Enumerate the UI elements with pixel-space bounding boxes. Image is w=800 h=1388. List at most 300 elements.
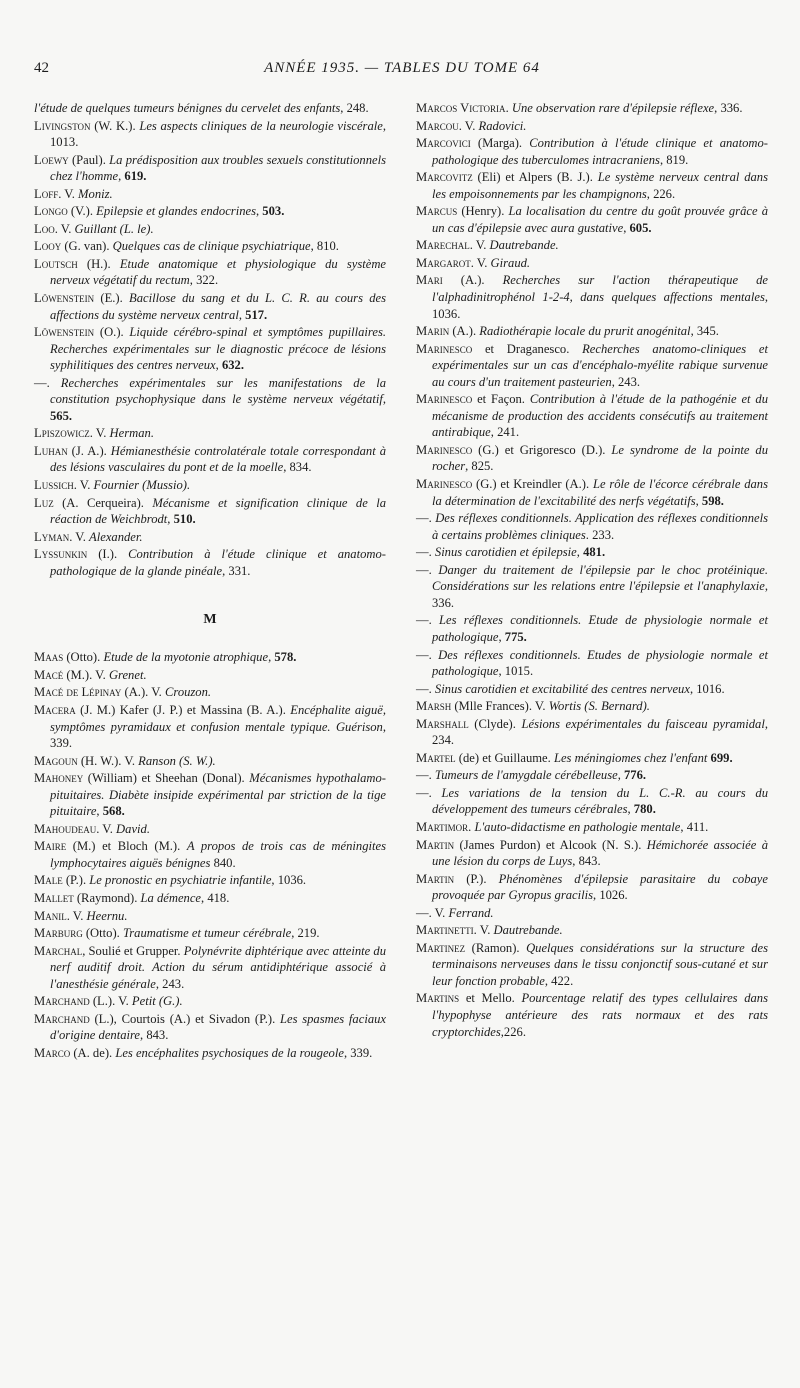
entry-title: A propos de trois cas de méningites lymphocytaires aiguës bénignes [50,839,386,870]
entry-text: —. [416,647,439,662]
entry-title: Recherches expérimentales sur les manifestations de la constitution psychophysique dans le système nerveux végétatif [50,375,387,407]
entry-text: (J. A.). [67,443,111,458]
entry-pages: , 243. [611,374,641,389]
entry-title: Des réflexes conditionnels. Etudes de physiologie normale et pathologique [432,647,769,679]
entry-text: (L.), Courtois (A.) et Sivadon (P.). [89,1011,280,1026]
index-entry [34,702,386,752]
entry-title: Ranson (S. W.). [138,753,216,768]
entry-title: l'étude de quelques tumeurs bénignes du cervelet des enfants [34,101,341,115]
entry-text: (Marga). [470,136,530,151]
entry-pages: , 819. [659,152,689,167]
entry-pages: , 322. [189,273,219,288]
entry-title: Lésions expérimentales du faisceau pyramidal [521,716,765,731]
entry-pages: , [118,169,125,184]
entry-title: La localisation du centre du goût prouvée grâce à un cas d'épilepsie avec aura gustative [432,204,768,235]
entry-text: (Otto). [63,650,104,665]
index-entry [416,135,768,168]
entry-title: Quelques cas de clinique psychiatrique [112,239,311,254]
index-entry [416,100,768,117]
index-entry [34,667,386,684]
entry-title: L'auto-didactisme en pathologie mentale [474,819,681,834]
entry-pages: , [268,650,275,665]
entry-title: Dautrebande. [489,238,559,253]
entry-title: Grenet. [108,667,147,682]
entry-page-bold: 503. [262,204,285,219]
entry-title: La prédisposition aux troubles sexuels constitutionnels chez l'homme [50,152,386,184]
entry-pages: , 339. [343,1045,373,1060]
entry-title: Guillant (L. le). [74,221,154,236]
author-name: Löwenstein [34,325,95,340]
entry-title: Le syndrome de la pointe du rocher [432,442,768,474]
author-name: Marsh [416,699,452,714]
index-entry [34,890,386,907]
index-entry [416,562,768,612]
section-letter-m: M [203,612,217,628]
index-entry [34,203,386,220]
author-name: Marechal [416,238,470,253]
author-name: Mahoudeau [34,821,97,836]
entry-pages: , [215,358,222,373]
author-name: Marcos Victoria [416,101,506,115]
entry-text: —. [416,785,442,800]
entry-title: Heernu. [86,908,128,923]
entry-text: (Raymond). [73,890,141,905]
author-name: Loewy [34,152,69,167]
index-entry [34,477,386,494]
entry-pages: , 1036. [271,873,307,888]
entry-text: (de) et Guillaume. [455,750,554,765]
author-name: Marin [416,324,450,339]
entry-page-bold: 775. [504,629,527,644]
entry-pages: 840. [210,855,236,870]
entry-pages: , 248. [340,101,369,115]
entry-text: . V. [458,118,479,133]
entry-text: . V. [469,238,490,253]
entry-text: (P.). [62,873,90,888]
author-name: Margarot [416,255,471,270]
entry-text: (A.). [449,324,480,339]
left-column [34,100,386,1062]
index-entry [34,495,386,528]
author-name: Maas [34,650,64,665]
entry-page-bold: 598. [701,493,724,508]
entry-pages: , [238,307,246,322]
entry-text: (Otto). [82,926,123,941]
entry-text: (A. Cerqueira). [53,495,153,510]
index-entry [34,546,386,579]
entry-title: Les variations de la tension du L. C.-R. au cours du développement des tumeurs cérébrales [432,785,768,817]
entry-text: (William) et Sheehan (Donal). [83,771,250,786]
entry-title: Les aspects cliniques de la neurologie viscérale [139,118,383,133]
entry-page-bold: 565. [50,408,73,423]
page-header [34,60,770,84]
entry-title: Etude de la myotonie atrophique [103,650,269,665]
author-name: Marshall [416,716,469,731]
author-name: Maire [34,839,67,854]
entry-text: (Ramon). [465,940,527,955]
index-entry [34,238,386,255]
left-entry-list-m [34,649,386,1061]
entry-pages: , [576,545,584,560]
entry-text: (W. K.). [90,118,140,133]
index-entry [416,837,768,870]
entry-text: (G.) et Kreindler (A.). [472,477,593,492]
entry-title: Le rôle de l'écorce cérébrale dans la détermination de l'excitabilité des nerfs végétatifs [432,477,768,508]
entry-title: Liquide cérébro-spinal et symptômes pupillaires. Recherches expérimentales sur le diagnostic précoce de lésions syphilitiques des centres nerveux [50,325,386,373]
entry-text: (J. M.) Kafer (J. P.) et Massina (B. A.). [75,702,291,717]
entry-text: . V. [470,255,491,270]
entry-text: (Clyde). [468,716,522,731]
entry-text: (A.). V. [121,685,165,700]
entry-pages: , 345. [690,324,719,339]
entry-pages: , [623,220,630,235]
entry-pages: , [382,392,386,407]
entry-pages: , 834. [283,460,312,475]
entry-title: Le système nerveux central dans les empoisonnements par les champignons [432,170,768,201]
entry-text: (Paul). [68,152,110,167]
entry-title: Radovici. [478,118,527,133]
page-number: 42 [34,60,49,76]
author-name: Marcus [416,204,458,219]
entry-title: Les spasmes faciaux d'origine dentaire [50,1011,387,1043]
index-entry [34,529,386,546]
entry-title: Sinus carotidien et épilepsie [434,545,577,560]
entry-title: Phénomènes d'épilepsie parasitaire du cobaye provoquée par Gyropus gracilis [432,871,768,903]
entry-title: Encéphalite aiguë, symptômes pyramidaux et confusion mentale typique. Guérison [50,702,386,734]
index-entry [34,993,386,1010]
index-entry [416,442,768,475]
entry-text: (V.). [67,204,97,219]
index-entry [416,612,768,645]
entry-pages: , 1013. [50,118,386,150]
entry-title: Mécanismes hypothalamo-pituitaires. Diabète insipide expérimental par striction de la tige pituitaire [50,771,386,819]
author-name: Marchand [34,994,90,1009]
entry-text: —. [416,545,435,560]
index-entry [416,341,768,391]
entry-pages: , 1015. [498,664,534,679]
entry-title: Les méningiomes chez l'enfant [553,750,708,765]
entry-title: Fournier (Mussio). [93,478,191,493]
entry-page-bold: 632. [221,358,244,373]
entry-page-bold: 776. [624,768,647,783]
author-name: Marinesco [416,442,473,457]
author-name: Martins [416,991,460,1006]
entry-text: (Henry). [457,204,509,219]
entry-text: . [468,819,475,834]
entry-pages: , 241. [490,425,520,440]
entry-title: Hémichorée associée à une lésion du corps de Luys [432,837,768,869]
index-entry [416,681,768,698]
entry-title: Ferrand. [448,905,494,920]
entry-title: Herman. [109,426,154,441]
entry-title: Wortis (S. Bernard). [548,699,650,714]
entry-pages: , 331. [222,563,251,578]
entry-pages: , [627,802,634,817]
entry-pages: , 810. [310,239,339,254]
entry-text: (H.). [77,256,120,271]
index-entry [34,872,386,889]
entry-text: —. [416,613,440,628]
entry-text: . V. [69,529,90,544]
entry-text: (P.). [454,871,499,886]
entry-text: et Mello. [459,991,522,1006]
index-entry [34,908,386,925]
author-name: Marburg [34,926,83,941]
entry-pages: ,226. [500,1024,526,1039]
entry-title: Quelques considérations sur la structure des terminaisons nerveuses dans le tissu conjonctif sous-cutané et sur leur fonction probable [432,940,768,988]
index-entry [34,221,386,238]
entry-text: . V. [96,821,117,836]
index-entry [416,819,768,836]
entry-page-bold: 568. [102,804,125,819]
index-entry [34,925,386,942]
entry-pages: , 336. [432,579,768,610]
entry-title: Moniz. [78,186,113,201]
entry-pages: , 418. [201,890,230,905]
entry-pages: , 422. [544,973,574,988]
entry-title: Dautrebande. [493,923,563,938]
entry-page-bold: 510. [173,512,196,527]
entry-title: Contribution à l'étude clinique et anatomo-pathologique de la glande pinéale [50,547,386,578]
author-name: Manil [34,908,67,923]
entry-title: Bacillose du sang et du L. C. R. au cours des affections du système nerveux central [50,291,386,322]
author-name: Loff [34,186,59,201]
left-entry-list [34,100,386,579]
entry-page-bold: 699. [710,750,733,765]
entry-page-bold: 619. [124,169,147,184]
entry-title: Epilepsie et glandes endocrines [96,204,256,219]
entry-text: (A.). [442,273,503,288]
entry-title: Tumeurs de l'amygdale cérébelleuse [434,768,618,783]
entry-pages: , 339. [50,719,386,751]
author-name: Luz [34,495,54,510]
index-entry [34,186,386,203]
author-name: Looy [34,239,62,254]
index-entry [34,375,386,425]
entry-pages: , 411. [680,819,709,834]
author-name: Livingston [34,118,91,133]
entry-title: Danger du traitement de l'épilepsie par le choc protéinique. Considérations sur les relations entre l'épilepsie et l'anaphylaxie [432,562,769,594]
author-name: Martel [416,750,456,765]
entry-text: . [505,101,512,115]
author-name: Lyman [34,529,70,544]
entry-text: . V. [58,186,79,201]
entry-text: —. [34,375,61,390]
author-name: Marchand [34,1011,90,1026]
index-entry [416,905,768,922]
right-column [416,100,768,1041]
index-entry [416,767,768,784]
index-entry [34,290,386,323]
author-name: Lpiszowicz [34,426,90,441]
entry-title: Petit (G.). [131,994,183,1009]
entry-title: Crouzon. [164,685,212,700]
index-entry [416,203,768,236]
entry-pages: , 234. [432,716,768,748]
author-name: Mahoney [34,771,84,786]
index-entry [416,255,768,272]
entry-pages: , 1016. [689,681,725,696]
index-entry [34,1045,386,1062]
index-entry [34,649,386,666]
entry-pages: , [498,629,505,644]
entry-pages: , 1026. [593,888,628,903]
index-entry [34,838,386,871]
author-name: Macé de Lépinay [34,685,122,700]
author-name: Martinetti [416,923,474,938]
index-entry [416,647,768,680]
entry-title: Contribution à l'étude clinique et anatomo-pathologique des tuberculomes intracraniens [432,136,768,167]
entry-title: Sinus carotidien et excitabilité des centres nerveux [434,681,690,696]
entry-title: Radiothérapie locale du prurit anogénital [479,324,691,339]
index-entry [416,922,768,939]
entry-page-bold: 517. [245,307,268,322]
entry-text: —. [416,562,439,577]
entry-title: Recherches anatomo-cliniques et expérimentales sur un cas d'encéphalo-myélite rabique survenue au cours d'un traitement pasteurien [432,341,768,389]
entry-pages: , 825. [465,459,494,474]
entry-pages: , 1036. [432,290,768,321]
index-entry [34,425,386,442]
index-entry [416,940,768,990]
entry-title: Hémianesthésie controlatérale totale correspondant à des lésions vasculaires du pont et de la moelle [50,443,386,475]
author-name: Loutsch [34,256,78,271]
entry-text: (G. van). [61,239,113,254]
entry-pages: , 226. [646,186,676,201]
author-name: Marinesco [416,341,473,356]
author-name: Marcovitz [416,170,473,185]
index-entry [34,324,386,374]
author-name: Marcovici [416,136,471,151]
entry-pages: . 233. [585,527,615,542]
entry-pages: , 243. [155,976,185,991]
index-entry [34,770,386,820]
entry-pages: , [695,493,702,508]
entry-title: Contribution à l'étude de la pathogénie et du mécanisme de production des accidents consécutifs au traitement antirabique [432,392,769,440]
index-entry [416,750,768,767]
author-name: Lussich [34,478,74,493]
index-entry [416,544,768,561]
entry-pages: , 843. [140,1028,169,1043]
index-entry [34,152,386,185]
index-entry [34,943,386,993]
entry-title: David. [116,821,150,836]
index-entry [416,510,768,543]
author-name: Martimor [416,819,469,834]
author-name: Luhan [34,443,68,458]
index-entry [416,476,768,509]
entry-text: (M.) et Bloch (M.). [66,839,187,854]
entry-text: —. [416,681,435,696]
entry-title: Polynévrite diphtérique avec atteinte du nerf auditif droit. Action du sérum antidiphtérique associé à l'anesthésie générale [50,943,386,991]
index-entry [34,753,386,770]
author-name: Martin [416,871,455,886]
entry-text: (E.). [94,291,129,306]
author-name: Martin [416,837,455,852]
index-entry [34,118,386,151]
entry-text: —. V. [416,905,449,920]
entry-page-bold: 578. [274,650,297,665]
entry-text: —. [416,511,436,526]
index-entry [34,821,386,838]
index-entry [416,169,768,202]
entry-text: (H. W.). V. [77,753,139,768]
entry-title: La démence [140,890,202,905]
entry-text: . V. [73,478,94,493]
entry-title: Giraud. [490,255,531,270]
running-title: ANNÉE 1935. — TABLES DU TOME 64 [264,60,540,76]
entry-pages: , 219. [291,926,320,941]
author-name: Magoun [34,753,78,768]
entry-page-bold: 481. [583,545,606,560]
entry-text: et Draganesco. [472,341,583,356]
entry-pages: , [167,512,174,527]
entry-text: (Eli) et Alpers (B. J.). [472,170,598,185]
index-entry [34,256,386,289]
entry-text: (Mlle Frances). V. [451,699,549,714]
entry-text: , Soulié et Grupper. [82,943,184,958]
author-name: Marcou [416,118,459,133]
author-name: Löwenstein [34,291,95,306]
index-entry [416,237,768,254]
entry-title: Alexander. [89,529,143,544]
entry-page-bold: 780. [633,802,656,817]
entry-text: (L.). V. [89,994,132,1009]
entry-text: (O.). [94,325,130,340]
author-name: Martinez [416,940,466,955]
index-entry [34,1011,386,1044]
entry-pages: , [256,204,263,219]
index-entry [416,391,768,441]
entry-text: . V. [54,221,75,236]
entry-text: (M.). V. [63,667,109,682]
entry-title: Le pronostic en psychiatrie infantile [89,873,272,888]
author-name: Loo [34,221,55,236]
entry-pages: , [617,768,624,783]
right-entry-list [416,100,768,1040]
author-name: Macera [34,702,76,717]
index-entry [34,100,386,117]
entry-title: Traumatisme et tumeur cérébrale [122,926,292,941]
author-name: Mallet [34,890,74,905]
index-entry [34,443,386,476]
entry-title: Pourcentage relatif des types cellulaires dans l'hypophyse antérieure des rats normaux et des rats cryptorchides [432,991,769,1039]
index-entry [416,785,768,818]
entry-pages: , 336. [714,101,743,115]
entry-text: (I.). [87,547,129,562]
entry-title: Etude anatomique et physiologique du système nerveux végétatif du rectum [50,256,387,288]
author-name: Marco [34,1045,71,1060]
index-entry [34,684,386,701]
entry-pages: , [96,804,103,819]
entry-text: et Façon. [472,392,530,407]
author-name: Marinesco [416,392,473,407]
author-name: Marinesco [416,477,473,492]
entry-page-bold: 605. [629,220,652,235]
entry-title: Les encéphalites psychosiques de la rougeole [115,1045,344,1060]
author-name: Marchal [34,943,83,958]
entry-title: Des réflexes conditionnels. Application des réflexes conditionnels à certains problèmes cliniques [432,511,769,542]
entry-text: . V. [66,908,87,923]
author-name: Mari [416,273,443,288]
entry-text: . V. [473,923,494,938]
entry-title: Les réflexes conditionnels. Etude de physiologie normale et pathologique [432,613,769,644]
entry-text: (James Purdon) et Alcook (N. S.). [454,837,647,852]
entry-pages: , 843. [572,854,601,869]
entry-text: . V. [89,426,110,441]
entry-text: —. [416,768,435,783]
entry-title: Mécanisme et signification clinique de la réaction de Weichbrodt [50,495,387,527]
entry-text: (G.) et Grigoresco (D.). [472,442,612,457]
